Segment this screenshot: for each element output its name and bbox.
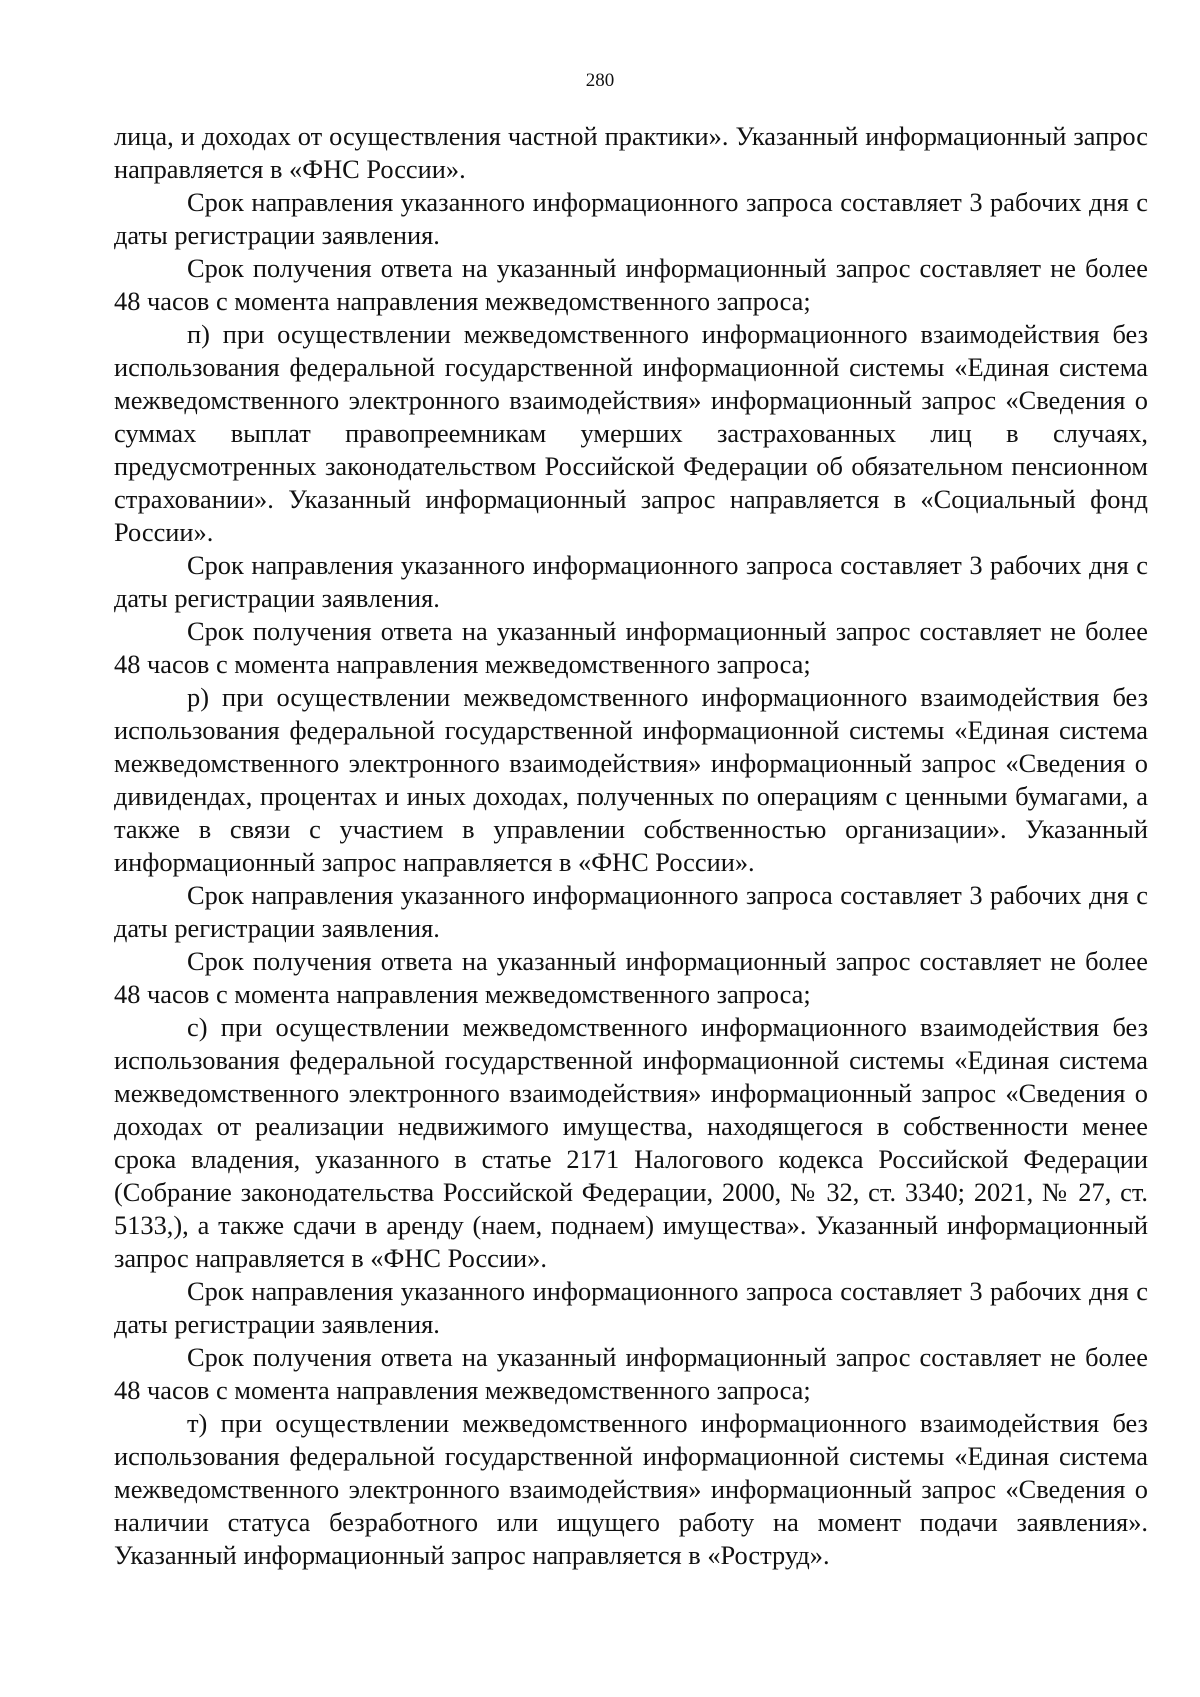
paragraph-item-t: т) при осуществлении межведомственного информационного взаимодействия без использования федеральной государственной информационной системы «Единая система межведомственного электронного взаимодействия» информационный запрос «Сведения о наличии статуса безработного или ищущего работу на момент подачи заявления». Указанный информационный запрос направляется в «Роструд». [114, 1408, 1148, 1570]
paragraph: лица, и доходах от осуществления частной практики». Указанный информационный запрос направляется в «ФНС России». [114, 121, 1148, 184]
paragraph: Срок направления указанного информационного запроса составляет 3 рабочих дня с даты регистрации заявления. [114, 880, 1148, 943]
paragraph-item-s: с) при осуществлении межведомственного информационного взаимодействия без использования федеральной государственной информационной системы «Единая система межведомственного электронного взаимодействия» информационный запрос «Сведения о доходах от реализации недвижимого имущества, находящегося в собственности менее срока владения, указанного в статье 2171 Налогового кодекса Российской Федерации (Собрание законодательства Российской Федерации, 2000, № 32, ст. 3340; 2021, № 27, ст. 5133,), а также сдачи в аренду (наем, поднаем) имущества». Указанный информационный запрос направляется в «ФНС России». [114, 1012, 1148, 1273]
paragraph: Срок направления указанного информационного запроса составляет 3 рабочих дня с даты регистрации заявления. [114, 550, 1148, 613]
paragraph: Срок получения ответа на указанный информационный запрос составляет не более 48 часов с момента направления межведомственного запроса; [114, 946, 1148, 1009]
paragraph: Срок направления указанного информационного запроса составляет 3 рабочих дня с даты регистрации заявления. [114, 1276, 1148, 1339]
paragraph: Срок получения ответа на указанный информационный запрос составляет не более 48 часов с момента направления межведомственного запроса; [114, 1342, 1148, 1405]
document-body [114, 120, 1148, 1572]
paragraph: Срок получения ответа на указанный информационный запрос составляет не более 48 часов с момента направления межведомственного запроса; [114, 253, 1148, 316]
paragraph: Срок направления указанного информационного запроса составляет 3 рабочих дня с даты регистрации заявления. [114, 187, 1148, 250]
paragraph: Срок получения ответа на указанный информационный запрос составляет не более 48 часов с момента направления межведомственного запроса; [114, 616, 1148, 679]
paragraph-item-r: р) при осуществлении межведомственного информационного взаимодействия без использования федеральной государственной информационной системы «Единая система межведомственного электронного взаимодействия» информационный запрос «Сведения о дивидендах, процентах и иных доходах, полученных по операциям с ценными бумагами, а также в связи с участием в управлении собственностью организации». Указанный информационный запрос направляется в «ФНС России». [114, 682, 1148, 877]
paragraph-item-p: п) при осуществлении межведомственного информационного взаимодействия без использования федеральной государственной информационной системы «Единая система межведомственного электронного взаимодействия» информационный запрос «Сведения о суммах выплат правопреемникам умерших застрахованных лиц в случаях, предусмотренных законодательством Российской Федерации об обязательном пенсионном страховании». Указанный информационный запрос направляется в «Социальный фонд России». [114, 319, 1148, 547]
page-number: 280 [585, 70, 615, 91]
